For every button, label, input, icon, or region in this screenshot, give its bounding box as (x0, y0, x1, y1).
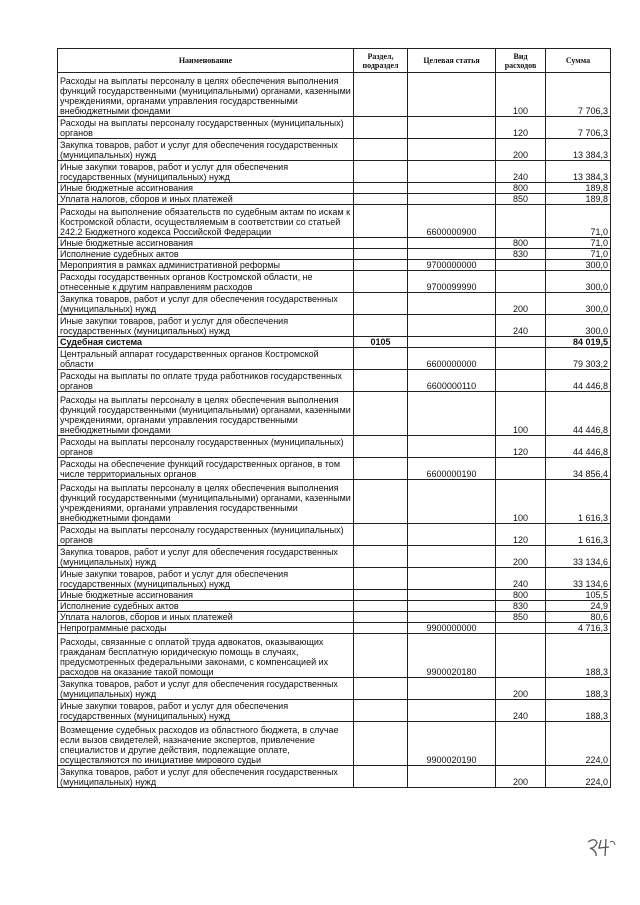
row-cel (408, 238, 496, 249)
row-vid: 200 (496, 139, 546, 161)
row-razdel (354, 139, 408, 161)
row-name: Закупка товаров, работ и услуг для обеспечения государственных (муниципальных) нужд (58, 766, 354, 788)
table-row (58, 623, 611, 634)
row-summa: 7 706,3 (546, 117, 611, 139)
row-summa: 188,3 (546, 634, 611, 678)
row-name: Расходы на выплаты персоналу в целях обеспечения выполнения функций государственными (муниципальными) органами, казенными учреждениями, органами управления государственными внебюджетными фондами (58, 73, 354, 117)
row-name: Закупка товаров, работ и услуг для обеспечения государственных (муниципальных) нужд (58, 293, 354, 315)
row-summa: 300,0 (546, 293, 611, 315)
row-name: Исполнение судебных актов (58, 249, 354, 260)
row-summa: 7 706,3 (546, 73, 611, 117)
header-razdel: Раздел, подраздел (354, 49, 408, 73)
row-summa: 33 134,6 (546, 568, 611, 590)
table-header-row (58, 49, 611, 73)
table-row (58, 612, 611, 623)
row-razdel (354, 524, 408, 546)
table-row (58, 601, 611, 612)
table-row (58, 139, 611, 161)
row-summa: 300,0 (546, 271, 611, 293)
row-summa: 80,6 (546, 612, 611, 623)
table-row (58, 205, 611, 238)
row-razdel (354, 260, 408, 271)
row-name: Мероприятия в рамках административной реформы (58, 260, 354, 271)
table-row (58, 238, 611, 249)
row-name: Расходы на выплаты по оплате труда работников государственных органов (58, 370, 354, 392)
table-row (58, 766, 611, 788)
table-row (58, 524, 611, 546)
row-razdel (354, 722, 408, 766)
row-summa: 13 384,3 (546, 161, 611, 183)
row-summa: 84 019,5 (546, 337, 611, 348)
row-razdel (354, 568, 408, 590)
row-name: Судебная система (58, 337, 354, 348)
row-vid: 120 (496, 117, 546, 139)
row-razdel (354, 458, 408, 480)
row-razdel (354, 480, 408, 524)
table-row (58, 183, 611, 194)
row-razdel (354, 271, 408, 293)
row-cel (408, 436, 496, 458)
header-cel: Целевая статья (408, 49, 496, 73)
row-summa: 1 616,3 (546, 480, 611, 524)
row-vid: 850 (496, 194, 546, 205)
row-name: Расходы на выплаты персоналу в целях обеспечения выполнения функций государственными (муниципальными) органами, казенными учреждениями, органами управления государственными внебюджетными фондами (58, 480, 354, 524)
row-cel: 9700099990 (408, 271, 496, 293)
row-vid (496, 205, 546, 238)
row-summa: 1 616,3 (546, 524, 611, 546)
row-vid (496, 260, 546, 271)
row-cel (408, 766, 496, 788)
row-vid (496, 722, 546, 766)
row-cel (408, 161, 496, 183)
row-summa: 24,9 (546, 601, 611, 612)
row-razdel (354, 293, 408, 315)
row-razdel (354, 183, 408, 194)
row-cel (408, 590, 496, 601)
row-cel: 6600000900 (408, 205, 496, 238)
row-vid: 850 (496, 612, 546, 623)
row-name: Расходы на выплаты персоналу государственных (муниципальных) органов (58, 436, 354, 458)
table-row (58, 161, 611, 183)
row-name: Уплата налогов, сборов и иных платежей (58, 612, 354, 623)
row-razdel (354, 601, 408, 612)
row-vid: 800 (496, 590, 546, 601)
row-vid: 120 (496, 524, 546, 546)
table-row (58, 260, 611, 271)
table-row (58, 315, 611, 337)
header-summa: Сумма (546, 49, 611, 73)
table-row (58, 348, 611, 370)
row-name: Непрограммные расходы (58, 623, 354, 634)
row-cel (408, 480, 496, 524)
row-razdel (354, 370, 408, 392)
row-cel (408, 315, 496, 337)
row-name: Расходы на обеспечение функций государственных органов, в том числе территориальных органов (58, 458, 354, 480)
row-razdel (354, 634, 408, 678)
row-name: Закупка товаров, работ и услуг для обеспечения государственных (муниципальных) нужд (58, 678, 354, 700)
row-name: Расходы на выплаты персоналу государственных (муниципальных) органов (58, 524, 354, 546)
row-summa: 44 446,8 (546, 392, 611, 436)
row-razdel (354, 700, 408, 722)
row-razdel (354, 348, 408, 370)
row-razdel (354, 546, 408, 568)
row-cel (408, 601, 496, 612)
table-row (58, 73, 611, 117)
row-razdel (354, 161, 408, 183)
row-razdel (354, 766, 408, 788)
row-razdel (354, 612, 408, 623)
row-razdel (354, 194, 408, 205)
row-cel: 9900000000 (408, 623, 496, 634)
row-summa: 44 446,8 (546, 370, 611, 392)
row-cel (408, 117, 496, 139)
row-name: Расходы, связанные с оплатой труда адвокатов, оказывающих гражданам бесплатную юридическую помощь в случаях, предусмотренных федеральными законами, с компенсацией их расходов на оказание такой помощи (58, 634, 354, 678)
row-vid: 200 (496, 678, 546, 700)
table-row (58, 590, 611, 601)
table-row (58, 293, 611, 315)
row-vid (496, 458, 546, 480)
header-vid: Вид расходов (496, 49, 546, 73)
row-name: Иные бюджетные ассигнования (58, 590, 354, 601)
row-vid (496, 634, 546, 678)
row-vid: 100 (496, 480, 546, 524)
table-row (58, 634, 611, 678)
row-cel (408, 678, 496, 700)
row-vid: 240 (496, 315, 546, 337)
row-name: Расходы на выплаты персоналу в целях обеспечения выполнения функций государственными (муниципальными) органами, казенными учреждениями, органами управления государственными внебюджетными фондами (58, 392, 354, 436)
row-name: Расходы государственных органов Костромской области, не отнесенные к другим направлениям расходов (58, 271, 354, 293)
row-name: Расходы на выплаты персоналу государственных (муниципальных) органов (58, 117, 354, 139)
row-vid: 240 (496, 161, 546, 183)
table-row (58, 480, 611, 524)
row-summa: 105,5 (546, 590, 611, 601)
row-razdel (354, 678, 408, 700)
row-cel (408, 194, 496, 205)
table-row (58, 370, 611, 392)
header-name: Наименование (58, 49, 354, 73)
row-name: Возмещение судебных расходов из областного бюджета, в случае если вызов свидетелей, назначение экспертов, привлечение специалистов и другие действия, подлежащие оплате, осуществляются по инициативе мирового судьи (58, 722, 354, 766)
row-vid: 100 (496, 392, 546, 436)
row-vid: 200 (496, 766, 546, 788)
table-row (58, 117, 611, 139)
row-cel (408, 700, 496, 722)
row-razdel (354, 315, 408, 337)
table-body (58, 73, 611, 788)
table-row (58, 568, 611, 590)
row-summa: 189,8 (546, 194, 611, 205)
row-name: Расходы на выполнение обязательств по судебным актам по искам к Костромской области, осуществляемым в соответствии со статьей 242.2 Бюджетного кодекса Российской Федерации (58, 205, 354, 238)
row-cel (408, 524, 496, 546)
row-summa: 300,0 (546, 315, 611, 337)
row-vid: 800 (496, 238, 546, 249)
row-summa: 224,0 (546, 766, 611, 788)
row-vid: 800 (496, 183, 546, 194)
row-summa: 34 856,4 (546, 458, 611, 480)
row-razdel (354, 249, 408, 260)
row-cel: 6600000190 (408, 458, 496, 480)
row-summa: 188,3 (546, 700, 611, 722)
row-razdel (354, 238, 408, 249)
row-razdel (354, 73, 408, 117)
row-summa: 189,8 (546, 183, 611, 194)
row-cel (408, 392, 496, 436)
row-name: Иные закупки товаров, работ и услуг для обеспечения государственных (муниципальных) нужд (58, 568, 354, 590)
row-name: Центральный аппарат государственных органов Костромской области (58, 348, 354, 370)
row-vid: 120 (496, 436, 546, 458)
row-summa: 44 446,8 (546, 436, 611, 458)
row-razdel (354, 205, 408, 238)
row-cel (408, 139, 496, 161)
table-row (58, 436, 611, 458)
row-cel (408, 249, 496, 260)
row-razdel (354, 392, 408, 436)
table-row (58, 546, 611, 568)
row-name: Иные бюджетные ассигнования (58, 238, 354, 249)
row-cel (408, 612, 496, 623)
row-cel (408, 73, 496, 117)
row-summa: 33 134,6 (546, 546, 611, 568)
row-cel: 9900020180 (408, 634, 496, 678)
row-summa: 79 303,2 (546, 348, 611, 370)
table-row (58, 392, 611, 436)
table-row (58, 722, 611, 766)
row-vid (496, 337, 546, 348)
handwritten-page-number-icon (585, 836, 617, 858)
row-razdel (354, 436, 408, 458)
row-vid: 240 (496, 700, 546, 722)
row-summa: 13 384,3 (546, 139, 611, 161)
table-row (58, 337, 611, 348)
row-vid: 240 (496, 568, 546, 590)
row-name: Иные закупки товаров, работ и услуг для обеспечения государственных (муниципальных) нужд (58, 315, 354, 337)
row-vid: 830 (496, 249, 546, 260)
row-vid: 200 (496, 546, 546, 568)
row-summa: 4 716,3 (546, 623, 611, 634)
row-summa: 71,0 (546, 205, 611, 238)
row-vid (496, 623, 546, 634)
row-cel (408, 293, 496, 315)
row-name: Закупка товаров, работ и услуг для обеспечения государственных (муниципальных) нужд (58, 139, 354, 161)
row-cel (408, 546, 496, 568)
row-cel (408, 337, 496, 348)
row-name: Закупка товаров, работ и услуг для обеспечения государственных (муниципальных) нужд (58, 546, 354, 568)
row-summa: 300,0 (546, 260, 611, 271)
row-name: Иные бюджетные ассигнования (58, 183, 354, 194)
row-cel: 9900020190 (408, 722, 496, 766)
row-vid: 200 (496, 293, 546, 315)
row-cel: 9700000000 (408, 260, 496, 271)
table-row (58, 194, 611, 205)
table-row (58, 458, 611, 480)
row-cel (408, 568, 496, 590)
row-name: Уплата налогов, сборов и иных платежей (58, 194, 354, 205)
row-summa: 71,0 (546, 249, 611, 260)
table-row (58, 249, 611, 260)
row-razdel: 0105 (354, 337, 408, 348)
row-cel (408, 183, 496, 194)
row-name: Иные закупки товаров, работ и услуг для обеспечения государственных (муниципальных) нужд (58, 161, 354, 183)
row-vid (496, 271, 546, 293)
row-summa: 224,0 (546, 722, 611, 766)
row-cel: 6600000000 (408, 348, 496, 370)
row-razdel (354, 623, 408, 634)
row-summa: 188,3 (546, 678, 611, 700)
row-vid (496, 370, 546, 392)
row-name: Иные закупки товаров, работ и услуг для обеспечения государственных (муниципальных) нужд (58, 700, 354, 722)
table-row (58, 678, 611, 700)
row-summa: 71,0 (546, 238, 611, 249)
table-row (58, 271, 611, 293)
row-vid (496, 348, 546, 370)
row-razdel (354, 590, 408, 601)
row-name: Исполнение судебных актов (58, 601, 354, 612)
row-cel: 6600000110 (408, 370, 496, 392)
table-row (58, 700, 611, 722)
row-vid: 100 (496, 73, 546, 117)
row-razdel (354, 117, 408, 139)
budget-table (57, 48, 611, 788)
row-vid: 830 (496, 601, 546, 612)
